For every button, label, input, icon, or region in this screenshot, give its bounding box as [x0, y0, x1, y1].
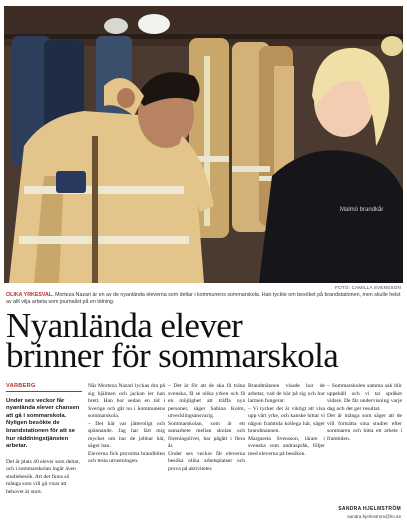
location-kicker: VARBERG [6, 383, 36, 389]
body-column-4 [327, 383, 402, 443]
body-paragraph: Brandmännen visade hur de arbetar, vad de bär på sig och hur larmen fungerar. [248, 383, 325, 404]
body-paragraph: – Sommarskolen samma sak blir uppehåll och vi tar språket vidare. De får undervisning varje dag och det ger resultat. [327, 383, 402, 412]
caption-text: Morteza Nazari är en av de nyanlända eleverna som deltar i kommunens sommarskola. Han tyckte om besöket på brandstationen, men skulle helst av allt vilja arbeta som journalist på en tidning. [6, 292, 401, 305]
body-paragraph: – Det är för att de ska få träna svenska, få se olika yrken och få en möjlighet att träffa nya personer, säger Sabina Kolm, utvecklingsansvarig. [168, 383, 245, 419]
body-paragraph: – Det här var jätteroligt och spännande. Jag har lärt mig mycket om hur de jobbar här, säger han. [88, 420, 165, 449]
author-byline: SANDRA HJELMSTRÖM [338, 506, 401, 512]
author-email[interactable]: sandra.hjelmstrom@hn.se [347, 514, 401, 519]
body-paragraph: Under sex veckor får eleverna besöka olika arbetsplatser och prova på aktiviteter. [168, 450, 245, 472]
article-photo [4, 6, 403, 283]
body-column-3 [248, 383, 325, 458]
body-paragraph: När Morteza Nazari lyckas dra på sig hjälmen och jackan ler han brett. Han bor sedan en tid i Sverige och går nu i kommunens sommarskola. [88, 383, 165, 419]
headline-line-2: brinner för sommarskola [6, 336, 339, 375]
body-column-2 [168, 383, 245, 473]
body-paragraph: Sommarskolan, som är ett samarbete mellan skolan och föreningslivet, har pågått i flera år. [168, 420, 245, 449]
body-paragraph: – Vi tycker det är viktigt att visa upp vårt yrke, och kanske hittar vi någon framtida kollega här, säger brandmannen. [248, 405, 325, 434]
photo-credit: FOTO: CAMILLA SVENSSON [335, 285, 401, 290]
body-paragraph: Det är många som säger att de vill fortsätta sina studier efter sommaren och hitta ett arbete i framtiden. [327, 413, 402, 442]
photo-illustration [4, 6, 403, 283]
article-headline [6, 306, 402, 375]
shirt-logo-text: Malmö brandkår [340, 207, 384, 213]
article-ingress: Under sex veckor får nyanlända elever chansen att gå i sommarskola. Nyligen besökte de brandstationen för att se hur räddningstjänsten arbetar. [6, 397, 80, 450]
headline-line-1: Nyanlända elever [6, 306, 243, 345]
photo-caption [6, 292, 402, 306]
caption-lead: OLIKA YRKESVAL. [6, 292, 54, 298]
body-paragraph: Margareta Svensson, lärare i svenska som andraspråk, följer med eleverna på besöken. [248, 435, 325, 457]
body-column-1 [88, 383, 165, 466]
article-sidebar [6, 383, 82, 496]
body-paragraph: Eleverna fick provsitta brandbilen och testa utrustningen. [88, 450, 165, 464]
kicker-rule [6, 391, 82, 392]
sidebar-body: Det är plats 40 elever som deltar, och i sommarskolan ingår även studiebesök. Att det finns så många som vill gå visar att behovet är stort. [6, 458, 80, 495]
